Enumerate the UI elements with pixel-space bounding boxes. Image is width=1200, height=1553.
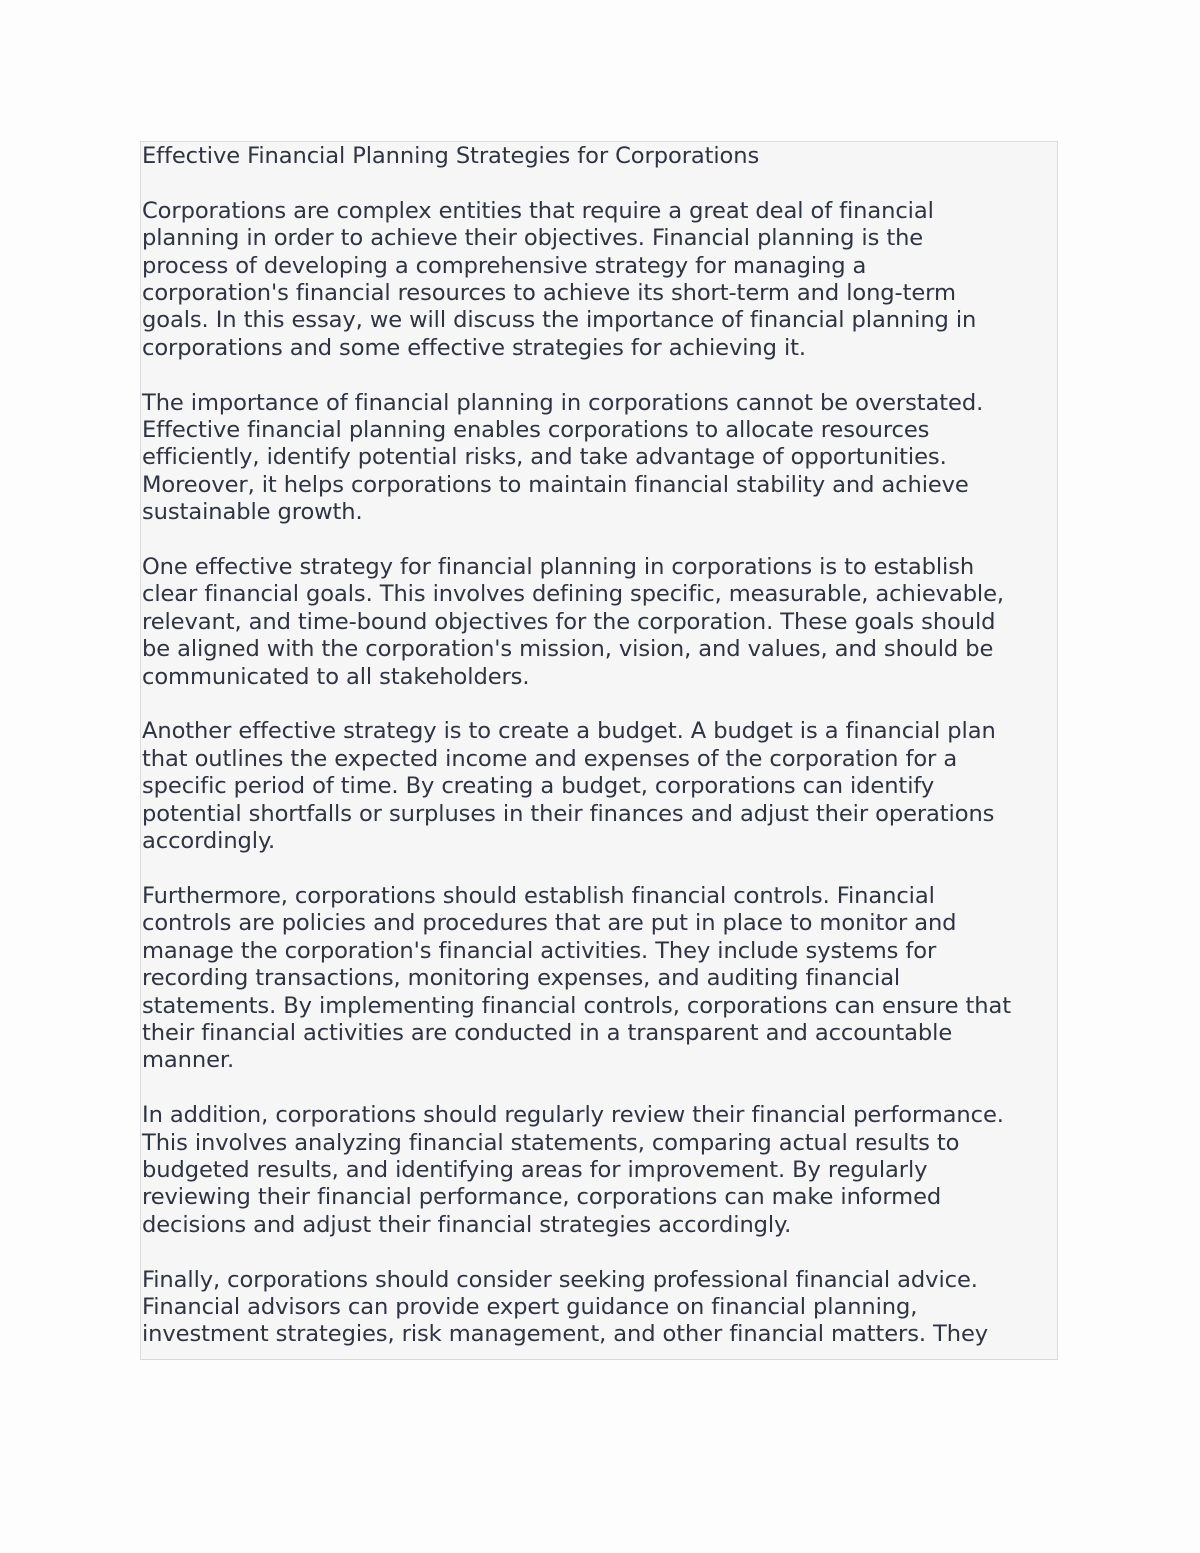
paragraph-line: One effective strategy for financial planning in corporations is to establish xyxy=(142,554,975,581)
paragraph-line: reviewing their financial performance, corporations can make informed xyxy=(142,1184,942,1211)
paragraph-line: planning in order to achieve their objectives. Financial planning is the xyxy=(142,225,924,252)
paragraph-line: statements. By implementing financial controls, corporations can ensure that xyxy=(142,992,1012,1019)
paragraph-line: accordingly. xyxy=(142,828,276,855)
essay-paragraph xyxy=(142,1102,1057,1239)
paragraph-line: In addition, corporations should regularly review their financial performance. xyxy=(142,1102,1004,1129)
paragraph-line: goals. In this essay, we will discuss the importance of financial planning in xyxy=(142,307,977,334)
paragraph-line: clear financial goals. This involves defining specific, measurable, achievable, xyxy=(142,581,1004,608)
paragraph-line: that outlines the expected income and expenses of the corporation for a xyxy=(142,745,958,772)
paragraph-line: be aligned with the corporation's mission, vision, and values, and should be xyxy=(142,636,994,663)
paragraph-line: Finally, corporations should consider seeking professional financial advice. xyxy=(142,1266,978,1293)
paragraph-line: Corporations are complex entities that require a great deal of financial xyxy=(142,197,934,224)
paragraph-line: specific period of time. By creating a budget, corporations can identify xyxy=(142,773,935,800)
paragraph-line: controls are policies and procedures that are put in place to monitor and xyxy=(142,910,957,937)
paragraph-line: This involves analyzing financial statements, comparing actual results to xyxy=(142,1129,960,1156)
paragraph-line: recording transactions, monitoring expenses, and auditing financial xyxy=(142,965,901,992)
essay-paragraph xyxy=(142,718,1057,855)
essay-paragraph xyxy=(142,883,1057,1075)
paragraph-line: corporations and some effective strategies for achieving it. xyxy=(142,334,806,361)
essay-paragraph xyxy=(142,1267,1057,1349)
paragraph-line: corporation's financial resources to achieve its short-term and long-term xyxy=(142,280,956,307)
essay-text-box xyxy=(140,141,1058,1360)
essay-paragraph xyxy=(142,390,1057,527)
paragraph-line: Furthermore, corporations should establish financial controls. Financial xyxy=(142,882,935,909)
paragraph-line: Moreover, it helps corporations to maintain financial stability and achieve xyxy=(142,471,969,498)
paragraph-line: Effective financial planning enables corporations to allocate resources xyxy=(142,417,930,444)
paragraph-list xyxy=(142,198,1057,1349)
paragraph-line: budgeted results, and identifying areas for improvement. By regularly xyxy=(142,1156,928,1183)
essay-paragraph xyxy=(142,554,1057,691)
paragraph-line: efficiently, identify potential risks, and take advantage of opportunities. xyxy=(142,444,947,471)
essay-title: Effective Financial Planning Strategies for Corporations xyxy=(142,143,760,169)
paragraph-line: relevant, and time-bound objectives for the corporation. These goals should xyxy=(142,608,996,635)
paragraph-line: manage the corporation's financial activities. They include systems for xyxy=(142,937,937,964)
paragraph-line: their financial activities are conducted in a transparent and accountable xyxy=(142,1019,953,1046)
paragraph-line: sustainable growth. xyxy=(142,499,363,526)
essay-body xyxy=(142,142,1057,1349)
essay-paragraph xyxy=(142,198,1057,362)
paragraph-line: Financial advisors can provide expert guidance on financial planning, xyxy=(142,1293,918,1320)
paragraph-line: investment strategies, risk management, and other financial matters. They xyxy=(142,1321,989,1348)
paragraph-line: potential shortfalls or surpluses in their finances and adjust their operations xyxy=(142,800,995,827)
paragraph-line: decisions and adjust their financial strategies accordingly. xyxy=(142,1211,792,1238)
paragraph-line: communicated to all stakeholders. xyxy=(142,663,530,690)
paragraph-line: Another effective strategy is to create a budget. A budget is a financial plan xyxy=(142,718,996,745)
paragraph-line: process of developing a comprehensive strategy for managing a xyxy=(142,252,867,279)
paragraph-line: The importance of financial planning in corporations cannot be overstated. xyxy=(142,389,984,416)
paragraph-line: manner. xyxy=(142,1047,235,1074)
